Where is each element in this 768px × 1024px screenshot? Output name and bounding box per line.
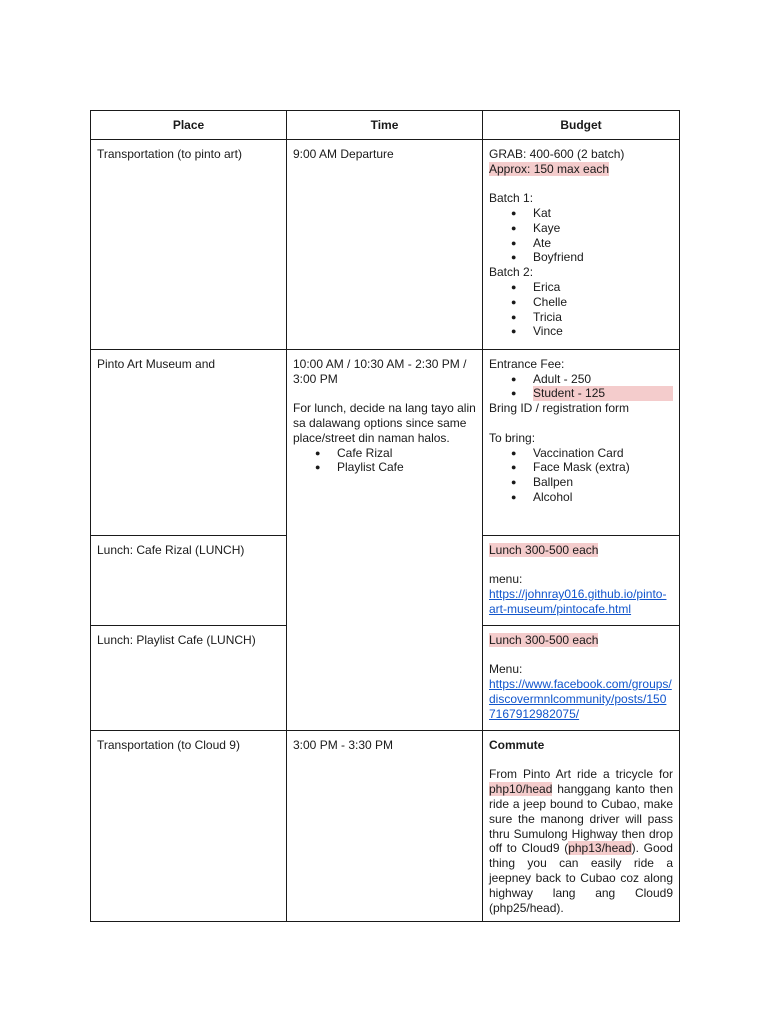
budget-cell — [483, 730, 680, 922]
row-transport-cloud9 — [91, 730, 680, 922]
row-transport-pinto — [91, 139, 680, 349]
fee-list — [489, 372, 673, 402]
header-time: Time — [287, 111, 483, 140]
list-item: ● Kaye — [533, 221, 673, 236]
time-cell: 3:00 PM - 3:30 PM — [287, 730, 483, 922]
lunch-options-list — [293, 446, 476, 476]
header-place: Place — [91, 111, 287, 140]
budget-cell — [483, 625, 680, 730]
grab-cost: GRAB: 400-600 (2 batch) — [489, 146, 625, 161]
menu-link[interactable]: https://www.facebook.com/groups/discovermnlcommunity/posts/1507167912982075/ — [489, 677, 672, 721]
batch1-label: Batch 1: — [489, 191, 534, 206]
student-fee-highlight: ● Student - 125 — [533, 386, 673, 401]
header-budget: Budget — [483, 111, 680, 140]
list-item: ● Kat — [533, 206, 673, 221]
list-item: ● Chelle — [533, 295, 673, 310]
batch2-label: Batch 2: — [489, 265, 534, 280]
list-item: ● Erica — [533, 280, 673, 295]
directions-text: hanggang kanto then ride a jeep bound to Cubao, make sure the manong driver will pass thru Sumulong Highway then drop off to Cloud9 ( — [489, 782, 673, 856]
list-item: ● Ate — [533, 236, 673, 251]
lunch-cost-highlight: Lunch 300-500 each — [489, 632, 599, 647]
fare-highlight: php13/head — [568, 841, 632, 856]
list-item: ● Playlist Cafe — [337, 460, 476, 475]
entrance-fee-label: Entrance Fee: — [489, 356, 565, 371]
place-cell: Transportation (to Cloud 9) — [91, 730, 287, 922]
directions-text: From Pinto Art ride a tricycle for — [489, 767, 673, 782]
batch1-list — [489, 206, 673, 265]
list-item: ● Ballpen — [533, 475, 673, 490]
to-bring-list — [489, 446, 673, 505]
list-item: ● Adult - 250 — [533, 372, 673, 387]
commute-directions — [489, 767, 673, 915]
place-cell: Pinto Art Museum and — [91, 349, 287, 535]
list-item: ● Face Mask (extra) — [533, 460, 673, 475]
menu-label: menu: — [489, 572, 523, 587]
list-item: ● Cafe Rizal — [337, 446, 476, 461]
place-cell: Lunch: Playlist Cafe (LUNCH) — [91, 625, 287, 730]
place-cell: Transportation (to pinto art) — [91, 139, 287, 349]
time-cell-merged — [287, 349, 483, 730]
row-pinto-museum — [91, 349, 680, 535]
list-item: ● Vaccination Card — [533, 446, 673, 461]
menu-label: Menu: — [489, 662, 523, 677]
commute-title: Commute — [489, 737, 545, 752]
list-item: ● Tricia — [533, 310, 673, 325]
budget-cell — [483, 349, 680, 535]
time-cell: 9:00 AM Departure — [287, 139, 483, 349]
budget-cell — [483, 535, 680, 625]
list-item: ● Vince — [533, 324, 673, 339]
approx-cost-highlight: Approx: 150 max each — [489, 161, 610, 176]
fare-highlight: php10/head — [489, 782, 553, 797]
itinerary-table — [90, 110, 680, 922]
lunch-cost-highlight: Lunch 300-500 each — [489, 542, 599, 557]
list-item: ● Boyfriend — [533, 250, 673, 265]
directions-text: ). Good thing you can easily ride a jeepney back to Cubao coz along highway lang ang Cloud9 (php25/head). — [489, 841, 673, 915]
place-cell: Lunch: Cafe Rizal (LUNCH) — [91, 535, 287, 625]
time-range: 10:00 AM / 10:30 AM - 2:30 PM / 3:00 PM — [293, 356, 467, 386]
budget-cell — [483, 139, 680, 349]
to-bring-label: To bring: — [489, 430, 536, 445]
batch2-list — [489, 280, 673, 339]
header-row — [91, 111, 680, 140]
menu-link[interactable]: https://johnray016.github.io/pinto-art-museum/pintocafe.html — [489, 587, 667, 616]
bring-id-note: Bring ID / registration form — [489, 401, 630, 416]
list-item: ● Alcohol — [533, 490, 673, 505]
lunch-note: For lunch, decide na lang tayo alin sa dalawang options since same place/street din naman halos. — [293, 401, 476, 445]
